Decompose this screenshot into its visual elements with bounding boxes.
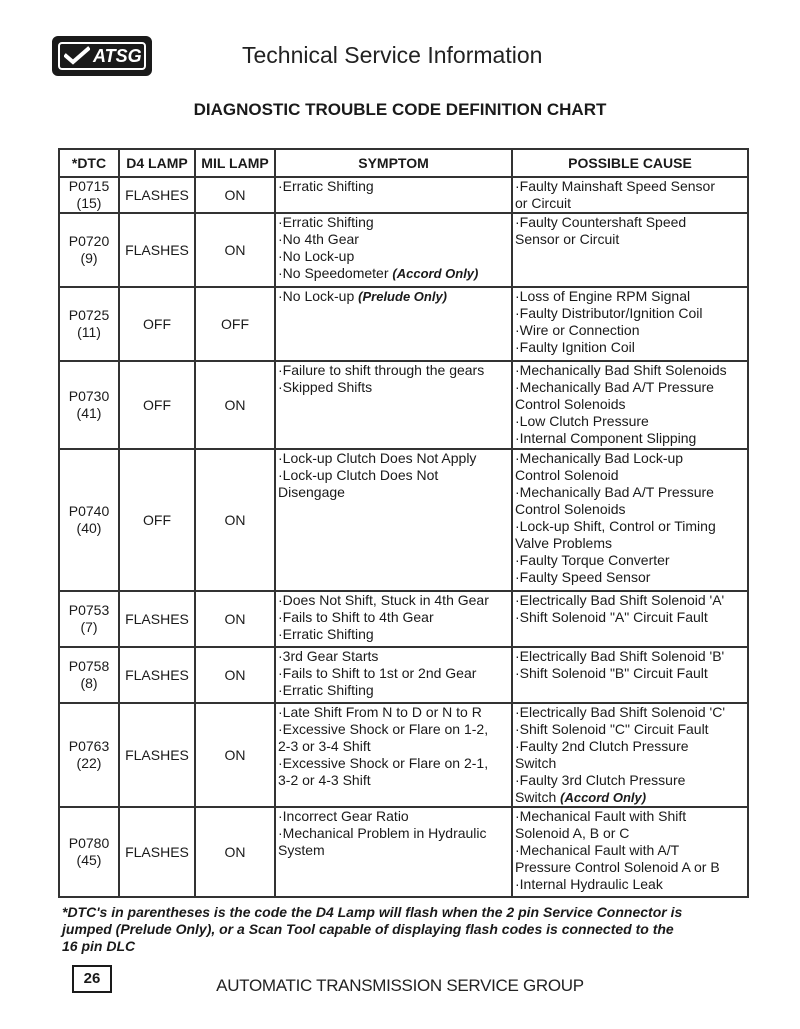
symptom-emphasis: (Accord Only) (392, 266, 479, 281)
symptom-line: ·No Lock-up (278, 248, 355, 264)
dtc-code-cell (59, 703, 119, 807)
mil-lamp-cell: OFF (195, 287, 275, 361)
column-header-symptom: SYMPTOM (275, 149, 512, 177)
cause-line: Control Solenoids (515, 396, 626, 412)
cause-line: ·Loss of Engine RPM Signal (515, 288, 691, 304)
cause-line: ·Faulty 2nd Clutch Pressure (515, 738, 689, 754)
column-header-mil-lamp: MIL LAMP (195, 149, 275, 177)
d4-lamp-cell: FLASHES (119, 591, 195, 647)
table-row (59, 287, 748, 361)
symptom-emphasis: (Prelude Only) (358, 289, 448, 304)
cause-line: ·Mechanical Fault with Shift (515, 808, 687, 824)
symptom-line: ·Erratic Shifting (278, 178, 374, 194)
cause-line: ·Shift Solenoid "C" Circuit Fault (515, 721, 709, 737)
cause-line: ·Mechanically Bad Shift Solenoids (515, 362, 727, 378)
table-header-row (59, 149, 748, 177)
cause-cell (512, 177, 748, 213)
flash-code: (41) (76, 405, 102, 421)
table-row (59, 703, 748, 807)
cause-line: ·Faulty 3rd Clutch Pressure (515, 772, 686, 788)
flash-code: (40) (76, 520, 102, 536)
symptom-line: ·Fails to Shift to 1st or 2nd Gear (278, 665, 477, 681)
cause-line: ·Mechanical Fault with A/T (515, 842, 680, 858)
cause-cell (512, 213, 748, 287)
symptom-line: ·No 4th Gear (278, 231, 359, 247)
table-row (59, 647, 748, 703)
mil-lamp-cell: ON (195, 591, 275, 647)
flash-code: (15) (76, 195, 102, 211)
symptom-line: 2-3 or 3-4 Shift (278, 738, 371, 754)
cause-line: ·Electrically Bad Shift Solenoid 'C' (515, 704, 725, 720)
symptom-cell (275, 287, 512, 361)
symptom-line: ·Failure to shift through the gears (278, 362, 485, 378)
dtc-code: P0720 (68, 233, 110, 249)
cause-line: Sensor or Circuit (515, 231, 620, 247)
cause-line: ·Internal Component Slipping (515, 430, 697, 446)
footnote (62, 904, 752, 955)
flash-code: (22) (76, 755, 102, 771)
table-row (59, 177, 748, 213)
table-row (59, 449, 748, 591)
symptom-cell (275, 177, 512, 213)
dtc-code-cell (59, 591, 119, 647)
d4-lamp-cell: FLASHES (119, 647, 195, 703)
flash-code: (7) (80, 619, 98, 635)
symptom-line: Disengage (278, 484, 345, 500)
cause-line: ·Electrically Bad Shift Solenoid 'B' (515, 648, 725, 664)
cause-line: ·Faulty Distributor/Ignition Coil (515, 305, 703, 321)
symptom-cell (275, 591, 512, 647)
column-header-dtc: *DTC (59, 149, 119, 177)
mil-lamp-cell: ON (195, 703, 275, 807)
symptom-line: ·Late Shift From N to D or N to R (278, 704, 482, 720)
cause-line: ·Faulty Torque Converter (515, 552, 670, 568)
cause-line: ·Mechanically Bad A/T Pressure (515, 379, 714, 395)
cause-cell (512, 647, 748, 703)
cause-line: Valve Problems (515, 535, 613, 551)
mil-lamp-cell: ON (195, 449, 275, 591)
dtc-code: P0715 (68, 178, 110, 194)
cause-line: Pressure Control Solenoid A or B (515, 859, 720, 875)
symptom-cell (275, 213, 512, 287)
dtc-code-cell (59, 213, 119, 287)
cause-cell (512, 591, 748, 647)
cause-line: ·Mechanically Bad A/T Pressure (515, 484, 714, 500)
logo-text: ATSG (93, 45, 142, 66)
d4-lamp-cell: FLASHES (119, 177, 195, 213)
table-row (59, 361, 748, 449)
symptom-line (278, 265, 509, 282)
cause-line: or Circuit (515, 195, 572, 211)
symptom-line: ·Lock-up Clutch Does Not (278, 467, 439, 483)
d4-lamp-cell: FLASHES (119, 213, 195, 287)
dtc-code-cell (59, 807, 119, 897)
cause-line: ·Faulty Speed Sensor (515, 569, 651, 585)
dtc-code-cell (59, 287, 119, 361)
symptom-line: ·Erratic Shifting (278, 682, 374, 698)
symptom-line: ·Incorrect Gear Ratio (278, 808, 409, 824)
dtc-code-cell (59, 449, 119, 591)
column-header-possible-cause: POSSIBLE CAUSE (512, 149, 748, 177)
atsg-logo-frame (58, 42, 146, 70)
dtc-code: P0725 (68, 307, 110, 323)
cause-line: Control Solenoid (515, 467, 619, 483)
cause-emphasis: (Accord Only) (560, 790, 647, 805)
cause-line: ·Shift Solenoid "B" Circuit Fault (515, 665, 708, 681)
cause-line: Control Solenoids (515, 501, 626, 517)
footnote-line: jumped (Prelude Only), or a Scan Tool capable of displaying flash codes is connected to the (62, 921, 674, 937)
checkmark-icon (64, 46, 90, 66)
mil-lamp-cell: ON (195, 177, 275, 213)
d4-lamp-cell: OFF (119, 287, 195, 361)
symptom-line: ·Excessive Shock or Flare on 1-2, (278, 721, 489, 737)
dtc-code: P0740 (68, 503, 110, 519)
cause-line: ·Faulty Ignition Coil (515, 339, 635, 355)
cause-cell (512, 807, 748, 897)
symptom-line: ·Fails to Shift to 4th Gear (278, 609, 434, 625)
mil-lamp-cell: ON (195, 213, 275, 287)
table-row (59, 591, 748, 647)
dtc-code-cell (59, 177, 119, 213)
cause-line: ·Shift Solenoid "A" Circuit Fault (515, 609, 708, 625)
symptom-line: ·Mechanical Problem in Hydraulic (278, 825, 487, 841)
footer-organization: AUTOMATIC TRANSMISSION SERVICE GROUP (216, 976, 584, 995)
symptom-line: ·3rd Gear Starts (278, 648, 379, 664)
symptom-line: ·Does Not Shift, Stuck in 4th Gear (278, 592, 489, 608)
cause-line: ·Electrically Bad Shift Solenoid 'A' (515, 592, 725, 608)
dtc-code: P0730 (68, 388, 110, 404)
flash-code: (11) (77, 324, 101, 340)
cause-line (515, 789, 745, 806)
d4-lamp-cell: OFF (119, 449, 195, 591)
symptom-text: ·No Speedometer (278, 265, 393, 281)
symptom-cell (275, 449, 512, 591)
header-title: Technical Service Information (242, 42, 543, 68)
cause-line: ·Low Clutch Pressure (515, 413, 649, 429)
symptom-line: ·Erratic Shifting (278, 626, 374, 642)
dtc-code-cell (59, 647, 119, 703)
cause-line: ·Wire or Connection (515, 322, 640, 338)
d4-lamp-cell: OFF (119, 361, 195, 449)
symptom-text: ·No Lock-up (278, 288, 359, 304)
symptom-cell (275, 647, 512, 703)
dtc-code: P0758 (68, 658, 110, 674)
cause-line: Switch (515, 755, 557, 771)
table-body (59, 177, 748, 897)
flash-code: (45) (76, 852, 102, 868)
cause-cell (512, 703, 748, 807)
d4-lamp-cell: FLASHES (119, 807, 195, 897)
symptom-cell (275, 807, 512, 897)
symptom-line: System (278, 842, 325, 858)
table-row (59, 213, 748, 287)
cause-line: ·Faulty Mainshaft Speed Sensor (515, 178, 715, 194)
cause-cell (512, 287, 748, 361)
column-header-d4-lamp: D4 LAMP (119, 149, 195, 177)
cause-line: ·Faulty Countershaft Speed (515, 214, 687, 230)
cause-cell (512, 361, 748, 449)
mil-lamp-cell: ON (195, 807, 275, 897)
symptom-line (278, 288, 509, 305)
cause-line: ·Internal Hydraulic Leak (515, 876, 663, 892)
chart-title: DIAGNOSTIC TROUBLE CODE DEFINITION CHART (193, 100, 607, 119)
mil-lamp-cell: ON (195, 647, 275, 703)
flash-code: (9) (80, 250, 98, 266)
dtc-definition-table (58, 148, 749, 898)
footnote-line: 16 pin DLC (62, 938, 136, 954)
dtc-code: P0780 (68, 835, 110, 851)
page-number: 26 (72, 965, 112, 993)
cause-cell (512, 449, 748, 591)
symptom-line: ·Lock-up Clutch Does Not Apply (278, 450, 477, 466)
symptom-line: ·Erratic Shifting (278, 214, 374, 230)
dtc-code: P0763 (68, 738, 110, 754)
symptom-line: 3-2 or 4-3 Shift (278, 772, 371, 788)
symptom-cell (275, 361, 512, 449)
dtc-code: P0753 (68, 602, 110, 618)
dtc-code-cell (59, 361, 119, 449)
symptom-line: ·Skipped Shifts (278, 379, 373, 395)
table-row (59, 807, 748, 897)
footnote-line: *DTC's in parentheses is the code the D4 Lamp will flash when the 2 pin Service Connector is (62, 904, 683, 920)
mil-lamp-cell: ON (195, 361, 275, 449)
d4-lamp-cell: FLASHES (119, 703, 195, 807)
cause-line: Solenoid A, B or C (515, 825, 630, 841)
atsg-logo (52, 36, 152, 76)
cause-line: ·Mechanically Bad Lock-up (515, 450, 684, 466)
cause-text: Switch (515, 789, 561, 805)
symptom-cell (275, 703, 512, 807)
cause-line: ·Lock-up Shift, Control or Timing (515, 518, 716, 534)
flash-code: (8) (80, 675, 98, 691)
symptom-line: ·Excessive Shock or Flare on 2-1, (278, 755, 489, 771)
